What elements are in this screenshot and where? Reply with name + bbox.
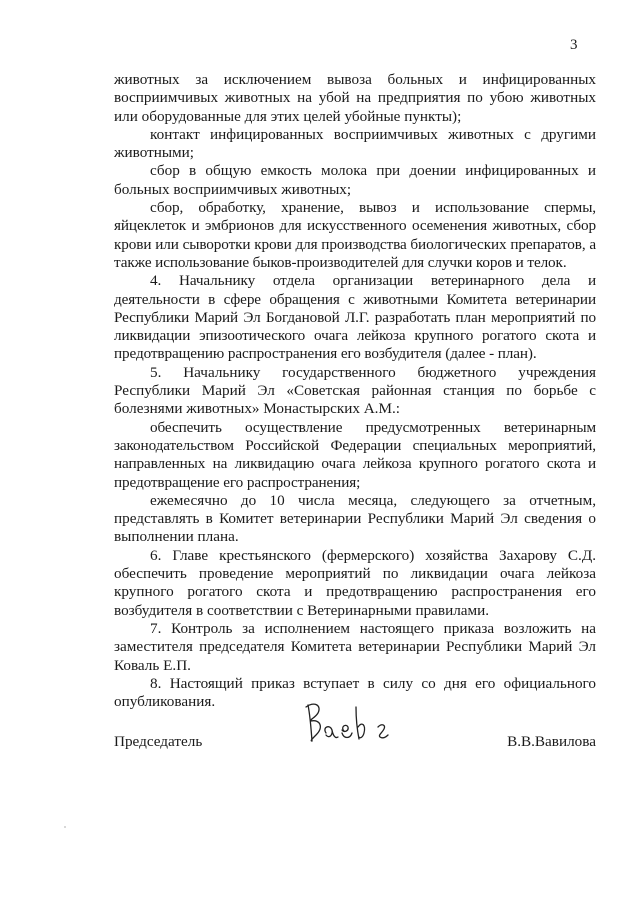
page-number: 3: [570, 37, 578, 53]
paragraph-sperm: сбор, обработку, хранение, вывоз и использование спермы, яйцеклеток и эмбрионов для искусственного осеменения животных, сбор крови или сыворотки крови для производства биологических препаратов, а также использование быков-производителей для случки коров и телок.: [114, 199, 596, 271]
paragraph-milk: сбор в общую емкость молока при доении инфицированных и больных восприимчивых животных;: [114, 162, 596, 198]
paragraph-item-6: 6. Главе крестьянского (фермерского) хозяйства Захарову С.Д. обеспечить проведение мероприятий по ликвидации очага лейкоза крупного рогатого скота и предотвращению распространения его возбудителя в соответствии с Ветеринарными правилами.: [114, 546, 596, 619]
paragraph-item-8: 8. Настоящий приказ вступает в силу со дня его официального опубликования.: [114, 674, 596, 711]
scan-artifact: [64, 826, 66, 828]
paragraph-item-5-ensure: обеспечить осуществление предусмотренных ветеринарным законодательством Российской Федерации специальных мероприятий, направленных на ликвидацию очага лейкоза крупного рогатого скота и предотвращение его распространения;: [114, 418, 596, 491]
paragraph-continuation: животных за исключением вывоза больных и инфицированных восприимчивых животных на убой на предприятия по убою животных или оборудованные для этих целей убойные пункты);: [114, 71, 596, 125]
document-body: [114, 71, 596, 711]
paragraph-item-7: 7. Контроль за исполнением настоящего приказа возложить на заместителя председателя Комитета ветеринарии Республики Марий Эл Коваль Е.П.: [114, 619, 596, 674]
signer-title: Председатель: [114, 733, 203, 750]
paragraph-item-5: 5. Начальнику государственного бюджетного учреждения Республики Марий Эл «Советская районная станция по борьбе с болезнями животных» Монастырских А.М.:: [114, 363, 596, 418]
signature-row: [114, 733, 596, 755]
paragraph-contact: контакт инфицированных восприимчивых животных с другими животными;: [114, 125, 596, 162]
paragraph-item-4: 4. Начальнику отдела организации ветеринарного дела и деятельности в сфере обращения с животными Комитета ветеринарии Республики Марий Эл Богдановой Л.Г. разработать план мероприятий по ликвидации эпизоотического очага лейкоза крупного рогатого скота и предотвращению распространения его возбудителя (далее - план).: [114, 272, 596, 363]
signer-name: В.В.Вавилова: [507, 733, 596, 750]
paragraph-item-5-monthly: ежемесячно до 10 числа месяца, следующего за отчетным, представлять в Комитет ветеринарии Республики Марий Эл сведения о выполнении плана.: [114, 491, 596, 546]
